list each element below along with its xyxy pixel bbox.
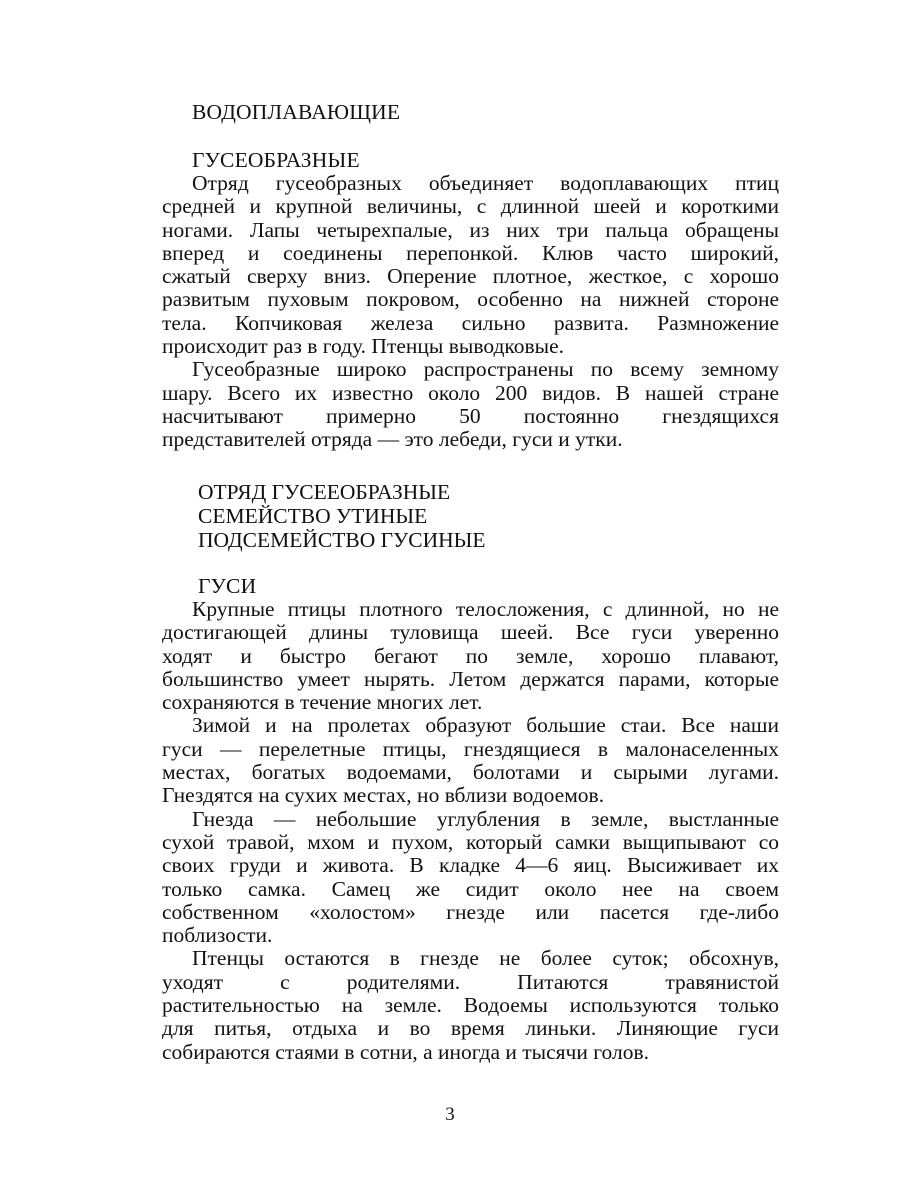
text-line: насчитывают примерно 50 постоянно гнездящихся bbox=[162, 403, 779, 428]
text-line: для питья, отдыха и во время линьки. Линяющие гуси bbox=[162, 1016, 779, 1041]
text-line: Отряд гусеобразных объединяет водоплавающих птиц bbox=[192, 171, 779, 195]
text-line: происходит раз в году. Птенцы выводковые. bbox=[162, 334, 565, 359]
main-heading: ВОДОПЛАВАЮЩИЕ bbox=[192, 100, 401, 124]
text-line: Зимой и на пролетах образуют большие стаи. Все наши bbox=[192, 713, 779, 738]
taxonomy-heading bbox=[198, 480, 486, 552]
text-line: Гнездятся на сухих местах, но вблизи водоемов. bbox=[162, 783, 605, 808]
text-line: шару. Всего их известно около 200 видов. В нашей стране bbox=[162, 380, 779, 405]
text-line: ногами. Лапы четырехпалые, из них три пальца обращены bbox=[162, 217, 779, 242]
page-number: 3 bbox=[445, 1104, 455, 1125]
text-line: большинство умеет нырять. Летом держатся парами, которые bbox=[162, 666, 779, 691]
text-line: растительностью на земле. Водоемы используются только bbox=[162, 993, 779, 1018]
taxonomy-order: ОТРЯД ГУСЕЕОБРАЗНЫЕ bbox=[198, 480, 451, 504]
order-description bbox=[162, 172, 779, 452]
text-line: сохраняются в течение многих лет. bbox=[162, 690, 483, 715]
text-line: сжатый сверху вниз. Оперение плотное, жесткое, с хорошо bbox=[162, 264, 779, 289]
text-line: сухой травой, мхом и пухом, который самки выщипывают со bbox=[162, 829, 779, 854]
text-line: представителей отряда — это лебеди, гуси и утки. bbox=[162, 427, 623, 452]
text-line: Крупные птицы плотного телосложения, с длинной, но не bbox=[192, 597, 779, 621]
text-line: развитым пуховым покровом, особенно на нижней стороне bbox=[162, 287, 779, 312]
section-heading: ГУСЕОБРАЗНЫЕ bbox=[192, 148, 360, 172]
text-line: уходят с родителями. Питаются травянистой bbox=[162, 969, 779, 994]
text-line: вперед и соединены перепонкой. Клюв часто широкий, bbox=[162, 240, 779, 265]
text-line: Гнезда — небольшие углубления в земле, выстланные bbox=[192, 806, 779, 831]
text-line: Гусеобразные широко распространены по всему земному bbox=[192, 357, 779, 382]
text-line: Птенцы остаются в гнезде не более суток; обсохнув, bbox=[192, 946, 779, 971]
taxonomy-subfamily: ПОДСЕМЕЙСТВО ГУСИНЫЕ bbox=[198, 528, 486, 552]
text-line: тела. Копчиковая железа сильно развита. Размножение bbox=[162, 310, 779, 335]
text-line: местах, богатых водоемами, болотами и сырыми лугами. bbox=[162, 760, 779, 785]
text-line: ходят и быстро бегают по земле, хорошо плавают, bbox=[162, 643, 779, 668]
subsection-heading: ГУСИ bbox=[198, 574, 257, 598]
text-line: своих груди и живота. В кладке 4—6 яиц. Высиживает их bbox=[162, 853, 779, 878]
text-line: поблизости. bbox=[162, 923, 273, 948]
text-line: собираются стаями в сотни, а иногда и тысячи голов. bbox=[162, 1039, 649, 1064]
text-line: гуси — перелетные птицы, гнездящиеся в малонаселенных bbox=[162, 736, 779, 761]
text-line: только самка. Самец же сидит около нее на своем bbox=[162, 876, 779, 901]
text-line: собственном «холостом» гнезде или пасется где-либо bbox=[162, 899, 779, 924]
taxonomy-family: СЕМЕЙСТВО УТИНЫЕ bbox=[198, 504, 428, 528]
text-line: достигающей длины туловища шеей. Все гуси уверенно bbox=[162, 620, 779, 645]
text-line: средней и крупной величины, с длинной шеей и короткими bbox=[162, 194, 779, 219]
geese-description bbox=[162, 598, 779, 1064]
